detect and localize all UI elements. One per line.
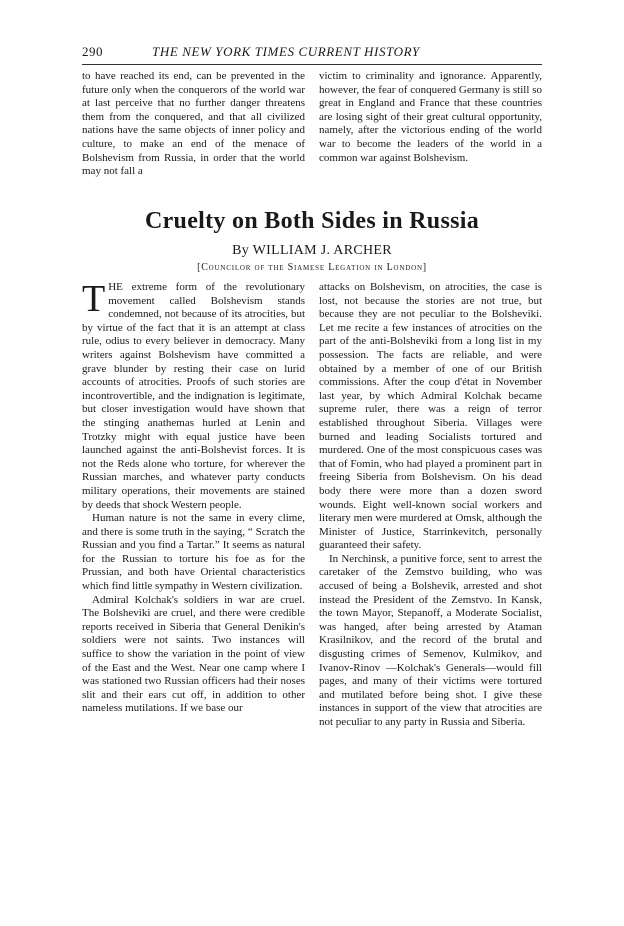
article-right-column xyxy=(319,281,542,730)
header-rule xyxy=(82,64,542,65)
paragraph-1-text: HE extreme form of the revolutionary movement called Bolshevism stands condemned, not because of its atrocities, but by virtue of the fact that it is an attempt at class rule, odius to every believer in democracy. Many writers against Bolshevism have committed a grave blunder by resting their case on lurid accounts of atrocities. Proofs of such stories are incontrovertible, and the indignation is legitimate, but closer investigation would have shown that the stinging anathemas hurled at Lenin and Trotzky might with equal justice have been launched against the anti-Bolshevist forces. It is not the Reds alone who torture, for wherever the Russian marches, and whatever party conducts military operations, their movements are stained by deeds that shock Western people. xyxy=(82,281,305,511)
article-left-column xyxy=(82,278,305,716)
author-name: WILLIAM J. ARCHER xyxy=(252,243,392,258)
article-paragraph-5: In Nerchinsk, a punitive force, sent to arrest the caretaker of the Zemstvo building, who was accused of being a Bolshevik, arrested and shot instead the President of the Zemstvo. In Kansk, the town Mayor, Stepanoff, a Moderate Socialist, was hanged, after being arrested by Ataman Krasilnikov, and the record of the brutal and disgusting crimes of Semenov, Kulmikov, and Ivanov-Rinov —Kolchak's Generals—would fill pages, and many of their victims were tortured and mutilated before being shot. I give these instances in support of the view that atrocities are not peculiar to any party in Russia and Siberia. xyxy=(319,552,542,728)
publication-title: THE NEW YORK TIMES CURRENT HISTORY xyxy=(152,44,420,59)
article-paragraph-3: Admiral Kolchak's soldiers in war are cruel. The Bolsheviki are cruel, and there were credible reports received in Siberia that General Denikin's soldiers were not saints. Two instances will suffice to show the variation in the point of view of the East and the West. Near one camp where I was stationed two Russian officers had their noses slit and their ears cut off, in addition to other nameless mutilations. If we base our xyxy=(82,593,305,715)
article-title: Cruelty on Both Sides in Russia xyxy=(144,208,480,234)
byline-prefix: By xyxy=(232,243,250,258)
article-paragraph-1 xyxy=(82,278,305,512)
article-paragraph-4: attacks on Bolshevism, on atrocities, the case is lost, not because the stories are not true, but because they are not peculiar to the Bolsheviki. Let me recite a few instances of atrocities on the part of the anti-Bolsheviki from a long list in my possession. The facts are reliable, and were obtained by a member of one of our British commissions. After the coup d'état in November last year, by which Admiral Kolchak became supreme ruler, there was a reign of terror established throughout Siberia. Villages were burned and leading Socialists tortured and murdered. One of the most conspicuous cases was that of Fomin, who had played a prominent part in freeing Siberia from Bolshevism. On his dead body there were more than a dozen sword wounds. Eight well-known social workers and literary men were murdered at Omsk, although the Minister of Justice, Starrinkevitch, personally guaranteed their safety. xyxy=(319,281,542,552)
continuation-paragraph-right: victim to criminality and ignorance. Apparently, however, the fear of conquered Germany is still so great in England and France that these countries are losing sight of their great cultural opportunity, namely, after the victorious ending of the world war to become the leaders of the world in a common war against Bolshevism. xyxy=(319,70,542,164)
page-number: 290 xyxy=(82,44,103,59)
article-paragraph-2: Human nature is not the same in every clime, and there is some truth in the saying, “ Scratch the Russian and you find a Tartar.” It seems as natural for the Russian to torture his foe as for the Prussian, and both have Oriental characteristics which find little sympathy in Western civilization. xyxy=(82,512,305,593)
byline xyxy=(82,243,542,259)
continuation-paragraph-left: to have reached its end, can be prevented in the future only when the conquerors of the world war at last perceive that no further danger threatens them from the conquered, and that all civilized nations have the same objects of inner policy and culture, to make an end of the menace of Bolshevism from Russia, in order that the world may not fall a xyxy=(82,70,305,178)
running-header xyxy=(82,44,542,62)
author-affiliation: [Councilor of the Siamese Legation in London] xyxy=(197,262,427,273)
continuation-right-column xyxy=(319,70,542,165)
continuation-left-column xyxy=(82,70,305,179)
drop-cap: T xyxy=(82,278,106,320)
